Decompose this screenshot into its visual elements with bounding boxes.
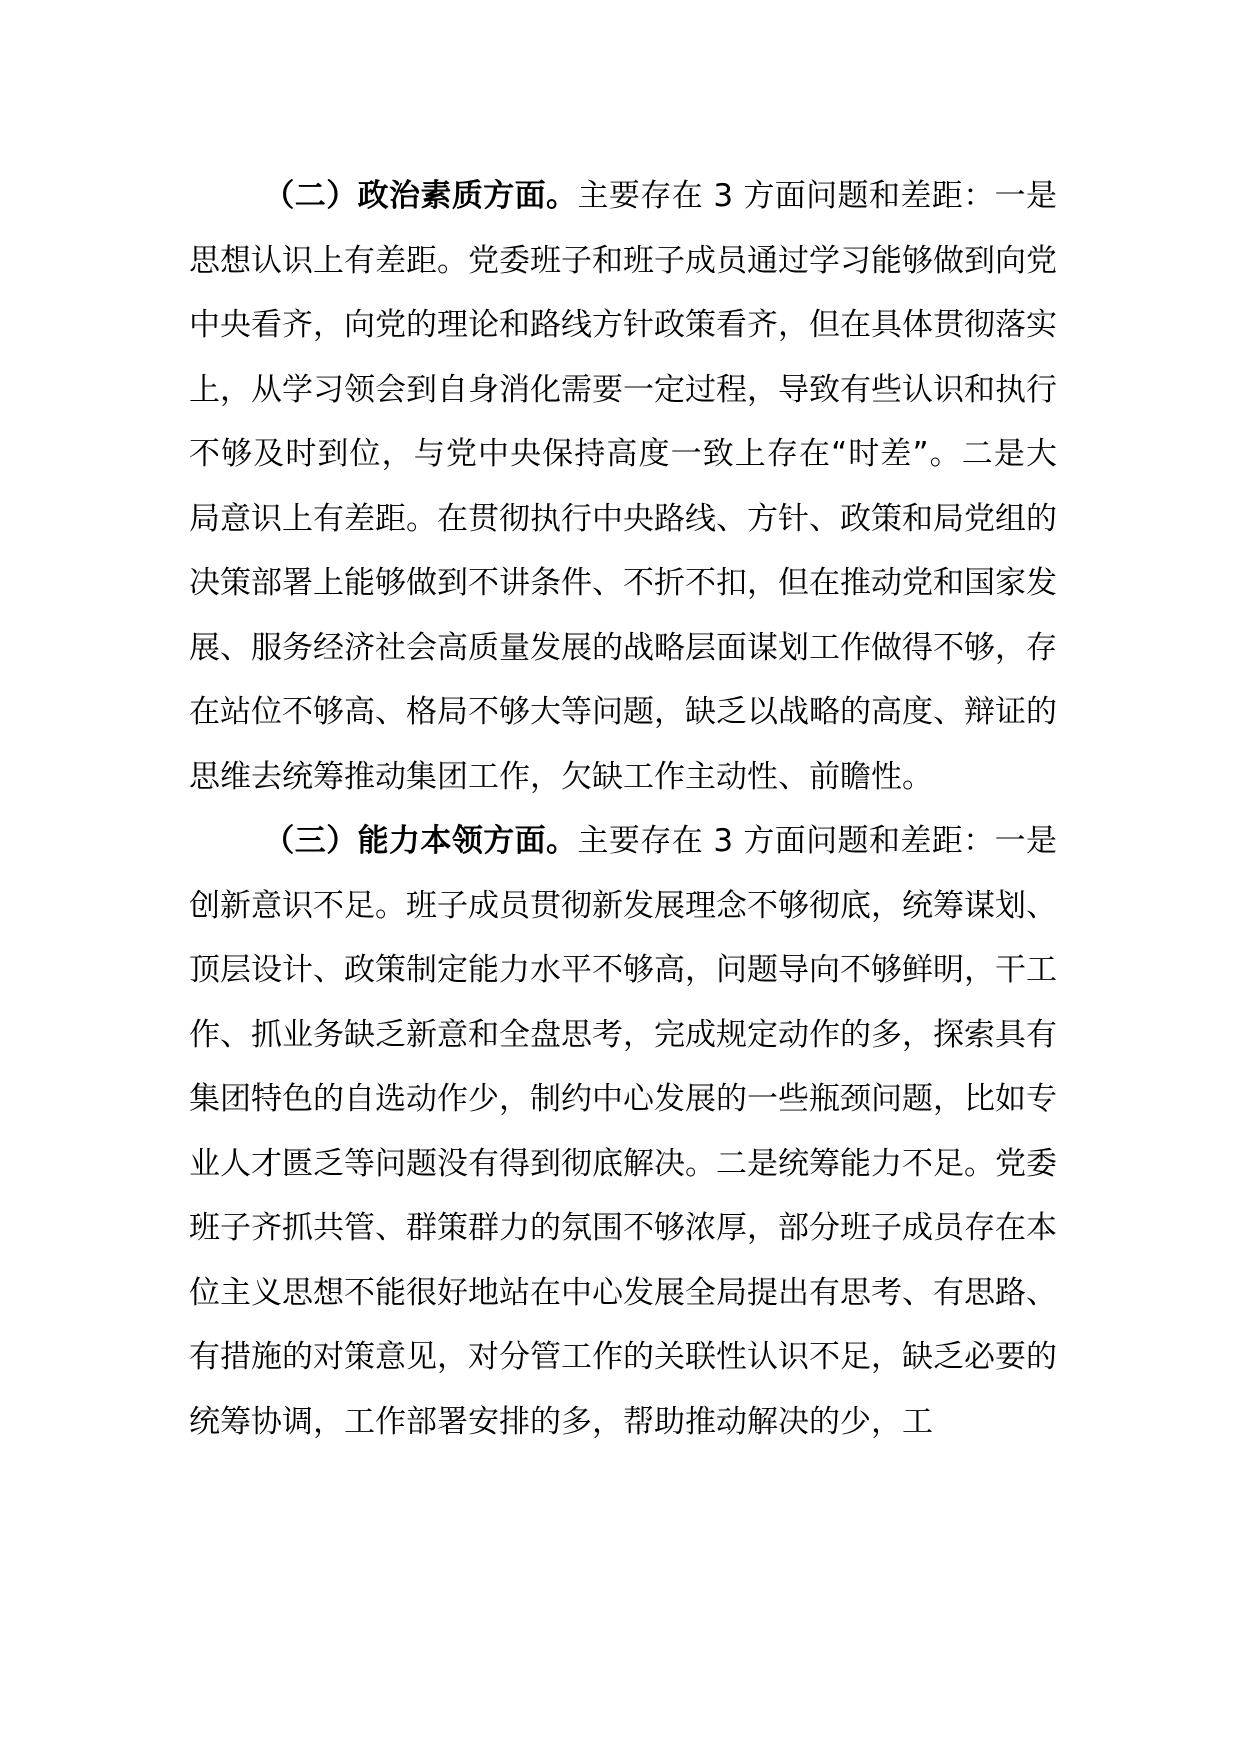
section-heading-political-quality: （二）政治素质方面。 (263, 178, 578, 214)
paragraph-text: 主要存在 3 方面问题和差距：一是创新意识不足。班子成员贯彻新发展理念不够彻底，统筹谋划、顶层设计、政策制定能力水平不够高，问题导向不够鲜明，干工作、抓业务缺乏新意和全盘思考，完成规定动作的多，探索具有集团特色的自选动作少，制约中心发展的一些瓶颈问题，比如专业人才匮乏等问题没有得到彻底解决。二是统筹能力不足。党委班子齐抓共管、群策群力的氛围不够浓厚，部分班子成员存在本位主义思想不能很好地站在中心发展全局提出有思考、有思路、有措施的对策意见，对分管工作的关联性认识不足，缺乏必要的统筹协调，工作部署安排的多，帮助推动解决的少，工 (189, 823, 1058, 1440)
paragraph-ability-skills (189, 809, 1057, 1454)
paragraph-text: 主要存在 3 方面问题和差距：一是思想认识上有差距。党委班子和班子成员通过学习能够做到向党中央看齐，向党的理论和路线方针政策看齐，但在具体贯彻落实上，从学习领会到自身消化需要一定过程，导致有些认识和执行不够及时到位，与党中央保持高度一致上存在“时差”。二是大局意识上有差距。在贯彻执行中央路线、方针、政策和局党组的决策部署上能够做到不讲条件、不折不扣，但在推动党和国家发展、服务经济社会高质量发展的战略层面谋划工作做得不够，存在站位不够高、格局不够大等问题，缺乏以战略的高度、辩证的思维去统筹推动集团工作，欠缺工作主动性、前瞻性。 (189, 178, 1058, 795)
paragraph-political-quality (189, 164, 1057, 809)
document-body (189, 164, 1057, 1454)
section-heading-ability-skills: （三）能力本领方面。 (263, 823, 578, 859)
